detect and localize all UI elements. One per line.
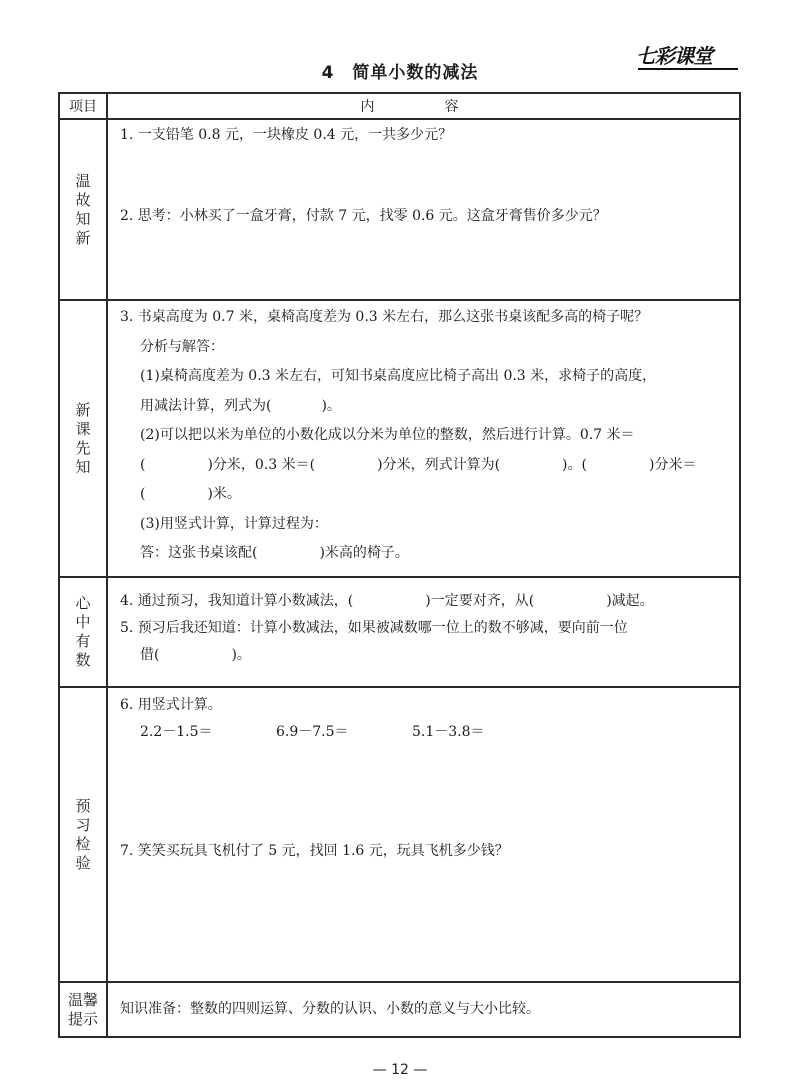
section-content-review bbox=[107, 119, 740, 300]
question-1: 1. 一支铅笔 0.8 元，一块橡皮 0.4 元，一共多少元？ bbox=[120, 127, 453, 143]
section-preview bbox=[59, 300, 740, 577]
step-3: (3)用竖式计算，计算过程为： bbox=[140, 515, 328, 532]
section-label-review: 温故知新 bbox=[75, 171, 91, 247]
section-label-preview: 新课先知 bbox=[75, 400, 91, 476]
section-content-tips bbox=[107, 982, 740, 1037]
brand-logo-text: 七彩课堂 bbox=[636, 44, 712, 68]
header-row bbox=[59, 93, 740, 119]
question-6: 6. 用竖式计算。 bbox=[120, 697, 222, 713]
header-content: 内 容 bbox=[107, 93, 740, 119]
step-2-line-c: ( )米。 bbox=[140, 486, 241, 502]
step-2-line-b: ( )分米，0.3 米＝( )分米，列式计算为( )。( )分米＝ bbox=[140, 456, 697, 473]
section-label-tips: 温馨提示 bbox=[67, 990, 98, 1028]
section-content-check bbox=[107, 687, 740, 982]
calc-item: 2.2－1.5＝ bbox=[140, 724, 213, 740]
section-tips bbox=[59, 982, 740, 1037]
section-check bbox=[59, 687, 740, 982]
question-5-line-b: 借( )。 bbox=[140, 647, 251, 663]
work-space[interactable] bbox=[120, 746, 729, 838]
section-label-check: 预习检验 bbox=[75, 796, 91, 872]
question-5-line-a: 5. 预习后我还知道：计算小数减法，如果被减数哪一位上的数不够减，要向前一位 bbox=[120, 620, 628, 636]
step-2-line-a: (2)可以把以米为单位的小数化成以分米为单位的整数，然后进行计算。0.7 米＝ bbox=[140, 427, 635, 443]
worksheet-table bbox=[58, 92, 741, 1038]
section-content-mind bbox=[107, 577, 740, 687]
section-content-preview bbox=[107, 300, 740, 577]
calc-item: 6.9－7.5＝ bbox=[276, 724, 349, 740]
question-3: 3. 书桌高度为 0.7 米，桌椅高度差为 0.3 米左右，那么这张书桌该配多高的椅子呢？ bbox=[120, 309, 649, 325]
question-4: 4. 通过预习，我知道计算小数减法，( )一定要对齐，从( )减起。 bbox=[120, 593, 654, 609]
step-1-line-b: 用减法计算，列式为( )。 bbox=[140, 397, 341, 414]
section-label-mind: 心中有数 bbox=[75, 594, 91, 669]
calc-row bbox=[120, 719, 729, 746]
question-7: 7. 笑笑买玩具飞机付了 5 元，找回 1.6 元，玩具飞机多少钱？ bbox=[120, 843, 509, 859]
section-review bbox=[59, 119, 740, 300]
question-2: 2. 思考：小林买了一盒牙膏，付款 7 元，找零 0.6 元。这盒牙膏售价多少元？ bbox=[120, 208, 607, 224]
page-number: — 12 — bbox=[372, 1062, 428, 1078]
page-title: 4 简单小数的减法 bbox=[321, 63, 479, 83]
tips-text: 知识准备：整数的四则运算、分数的认识、小数的意义与大小比较。 bbox=[120, 1001, 540, 1017]
analysis-heading: 分析与解答： bbox=[140, 338, 224, 355]
calc-item: 5.1－3.8＝ bbox=[412, 724, 485, 740]
step-1-line-a: (1)桌椅高度差为 0.3 米左右，可知书桌高度应比椅子高出 0.3 米，求椅子的高度， bbox=[140, 368, 657, 384]
answer-line: 答：这张书桌该配( )米高的椅子。 bbox=[140, 545, 409, 561]
header-item: 项目 bbox=[59, 93, 107, 119]
section-mind bbox=[59, 577, 740, 687]
